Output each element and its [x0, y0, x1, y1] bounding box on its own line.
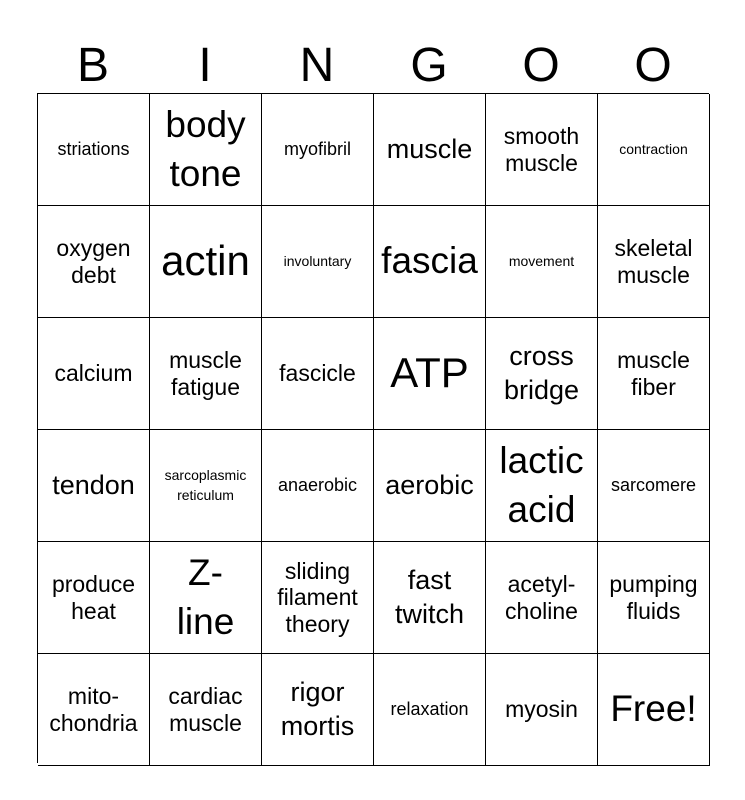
bingo-cell[interactable]: lactic acid: [486, 430, 598, 542]
bingo-cell[interactable]: oxygen debt: [38, 206, 150, 318]
bingo-cell[interactable]: fascicle: [262, 318, 374, 430]
bingo-cell[interactable]: cross bridge: [486, 318, 598, 430]
bingo-cell[interactable]: calcium: [38, 318, 150, 430]
bingo-cell[interactable]: movement: [486, 206, 598, 318]
bingo-cell[interactable]: muscle fiber: [598, 318, 710, 430]
bingo-cell[interactable]: involuntary: [262, 206, 374, 318]
bingo-header: [37, 38, 709, 94]
header-letter-o-2: O: [634, 39, 672, 92]
bingo-cell[interactable]: myosin: [486, 654, 598, 766]
bingo-cell[interactable]: sarcomere: [598, 430, 710, 542]
header-letter-g: G: [410, 39, 448, 92]
bingo-cell[interactable]: tendon: [38, 430, 150, 542]
header-letter-i: I: [198, 39, 212, 92]
bingo-cell[interactable]: aerobic: [374, 430, 486, 542]
bingo-cell[interactable]: muscle fatigue: [150, 318, 262, 430]
bingo-cell[interactable]: smooth muscle: [486, 94, 598, 206]
bingo-cell[interactable]: rigor mortis: [262, 654, 374, 766]
bingo-cell[interactable]: produce heat: [38, 542, 150, 654]
header-letter-b: B: [76, 39, 109, 92]
bingo-cell[interactable]: body tone: [150, 94, 262, 206]
bingo-cell[interactable]: actin: [150, 206, 262, 318]
free-space-cell[interactable]: Free!: [598, 654, 710, 766]
bingo-cell[interactable]: fascia: [374, 206, 486, 318]
bingo-cell[interactable]: myofibril: [262, 94, 374, 206]
bingo-cell[interactable]: muscle: [374, 94, 486, 206]
bingo-cell[interactable]: fast twitch: [374, 542, 486, 654]
bingo-cell[interactable]: relaxation: [374, 654, 486, 766]
bingo-cell[interactable]: skeletal muscle: [598, 206, 710, 318]
bingo-cell[interactable]: anaerobic: [262, 430, 374, 542]
header-letter-o: O: [522, 39, 560, 92]
bingo-cell[interactable]: sliding filament theory: [262, 542, 374, 654]
bingo-cell[interactable]: mito- chondria: [38, 654, 150, 766]
header-letter-n: N: [299, 39, 335, 92]
bingo-cell[interactable]: striations: [38, 94, 150, 206]
bingo-cell[interactable]: ATP: [374, 318, 486, 430]
bingo-cell[interactable]: Z- line: [150, 542, 262, 654]
bingo-board: [37, 93, 709, 763]
bingo-cell[interactable]: cardiac muscle: [150, 654, 262, 766]
bingo-cell[interactable]: sarcoplasmic reticulum: [150, 430, 262, 542]
bingo-cell[interactable]: contraction: [598, 94, 710, 206]
bingo-cell[interactable]: acetyl- choline: [486, 542, 598, 654]
bingo-cell[interactable]: pumping fluids: [598, 542, 710, 654]
